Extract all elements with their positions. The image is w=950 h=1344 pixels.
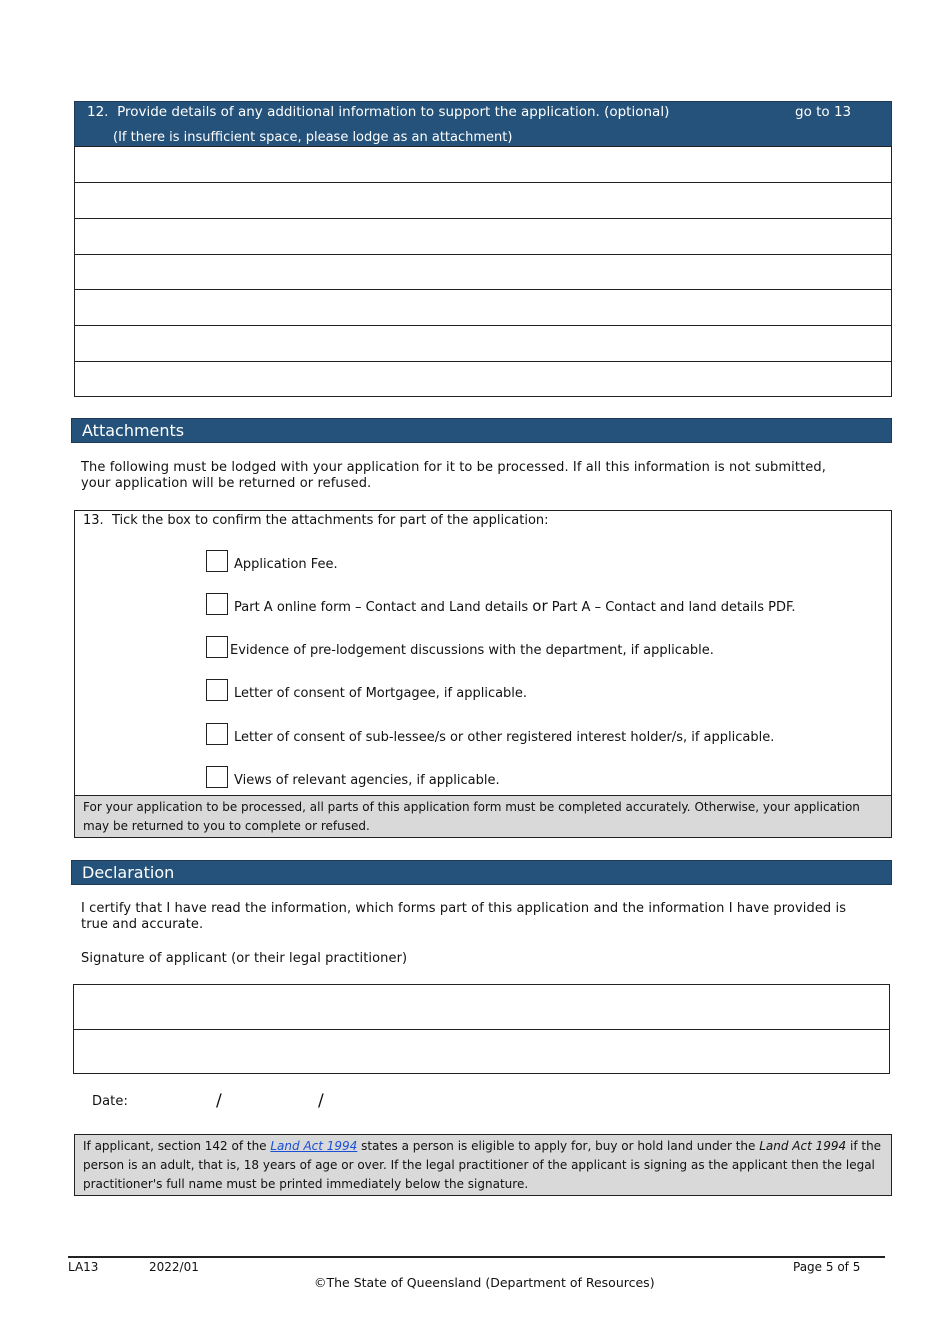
q12-question — [87, 104, 669, 120]
checklist-label: Application Fee. — [234, 557, 338, 572]
checklist-label-tail: Part A – Contact and land details PDF. — [551, 600, 796, 615]
printed-name-field[interactable] — [74, 1030, 889, 1075]
q12-answer-line-4[interactable] — [75, 255, 891, 291]
form-code: LA13 — [68, 1260, 99, 1274]
note-text-1: If applicant, section 142 of the — [83, 1139, 271, 1153]
q12-answer-area — [74, 146, 892, 397]
date-separator-1: / — [216, 1091, 222, 1111]
q13-box — [74, 510, 892, 838]
checklist-item-agency-views — [206, 766, 500, 788]
attachments-intro: The following must be lodged with your application for it to be processed. If all this information is not submitted, your application will be returned or refused. — [81, 460, 826, 491]
declaration-certify: I certify that I have read the information, which forms part of this application and the information I have provided is true and accurate. — [81, 901, 847, 932]
q12-number: 12. — [87, 104, 109, 120]
q12-answer-line-5[interactable] — [75, 290, 891, 326]
eligibility-note — [74, 1134, 892, 1196]
checklist-label: Letter of consent of Mortgagee, if applicable. — [234, 686, 528, 701]
checklist-label: Part A online form – Contact and Land details — [234, 600, 529, 615]
checkbox-sub-lessee-consent[interactable] — [206, 723, 228, 745]
q12-subtext: (If there is insufficient space, please lodge as an attachment) — [113, 130, 513, 145]
checkbox-part-a[interactable] — [206, 593, 228, 615]
land-act-link[interactable]: Land Act 1994 — [270, 1139, 358, 1153]
q12-goto: go to 13 — [795, 104, 852, 120]
page-number: Page 5 of 5 — [793, 1260, 861, 1274]
checklist-item-pre-lodgement — [206, 636, 714, 658]
q12-answer-line-1[interactable] — [75, 147, 891, 183]
q13-number: 13. — [83, 513, 104, 528]
checklist-item-sub-lessee-consent — [206, 723, 774, 745]
q13-text: Tick the box to confirm the attachments for part of the application: — [111, 513, 549, 528]
checkbox-agency-views[interactable] — [206, 766, 228, 788]
note-text-3: if the person is an adult, that is, 18 years of age or over. If the legal practitioner of the applicant is signing as the applicant then the legal practitioner's full name must be printed immediately below the signature. — [83, 1139, 882, 1191]
signature-field[interactable] — [74, 985, 889, 1030]
declaration-heading: Declaration — [71, 860, 892, 885]
checklist-label: Views of relevant agencies, if applicable. — [234, 773, 500, 788]
date-separator-2: / — [318, 1091, 324, 1111]
q12-header — [74, 101, 892, 147]
q12-answer-line-6[interactable] — [75, 326, 891, 362]
q13-note: For your application to be processed, all parts of this application form must be completed accurately. Otherwise, your application may be returned to you to complete or refused. — [75, 795, 891, 837]
date-year-field[interactable] — [332, 1088, 416, 1112]
q12-answer-line-7[interactable] — [75, 362, 891, 398]
date-label: Date: — [92, 1094, 128, 1109]
date-month-field[interactable] — [230, 1088, 314, 1112]
note-text-2: states a person is eligible to apply for, buy or hold land under the — [357, 1139, 760, 1153]
q12-answer-line-2[interactable] — [75, 183, 891, 219]
checklist-item-mortgagee-consent — [206, 679, 527, 701]
q13-question — [83, 513, 549, 528]
checkbox-mortgagee-consent[interactable] — [206, 679, 228, 701]
checkbox-pre-lodgement[interactable] — [206, 636, 228, 658]
signature-label: Signature of applicant (or their legal practitioner) — [81, 951, 408, 966]
checklist-or: or — [532, 597, 548, 615]
q12-text: Provide details of any additional information to support the application. (optional) — [117, 104, 670, 120]
signature-box — [73, 984, 890, 1074]
q12-answer-line-3[interactable] — [75, 219, 891, 255]
form-version: 2022/01 — [149, 1260, 199, 1274]
checklist-label: Evidence of pre-lodgement discussions with the department, if applicable. — [230, 643, 714, 658]
date-day-field[interactable] — [130, 1088, 214, 1112]
checklist-label: Letter of consent of sub-lessee/s or other registered interest holder/s, if applicable. — [234, 730, 775, 745]
checklist-item-part-a — [206, 593, 796, 615]
footer-rule — [68, 1256, 885, 1258]
copyright: ©The State of Queensland (Department of Resources) — [314, 1275, 655, 1290]
checkbox-application-fee[interactable] — [206, 550, 228, 572]
land-act-reference: Land Act 1994 — [759, 1139, 847, 1153]
checklist-item-application-fee — [206, 550, 338, 572]
attachments-heading: Attachments — [71, 418, 892, 443]
